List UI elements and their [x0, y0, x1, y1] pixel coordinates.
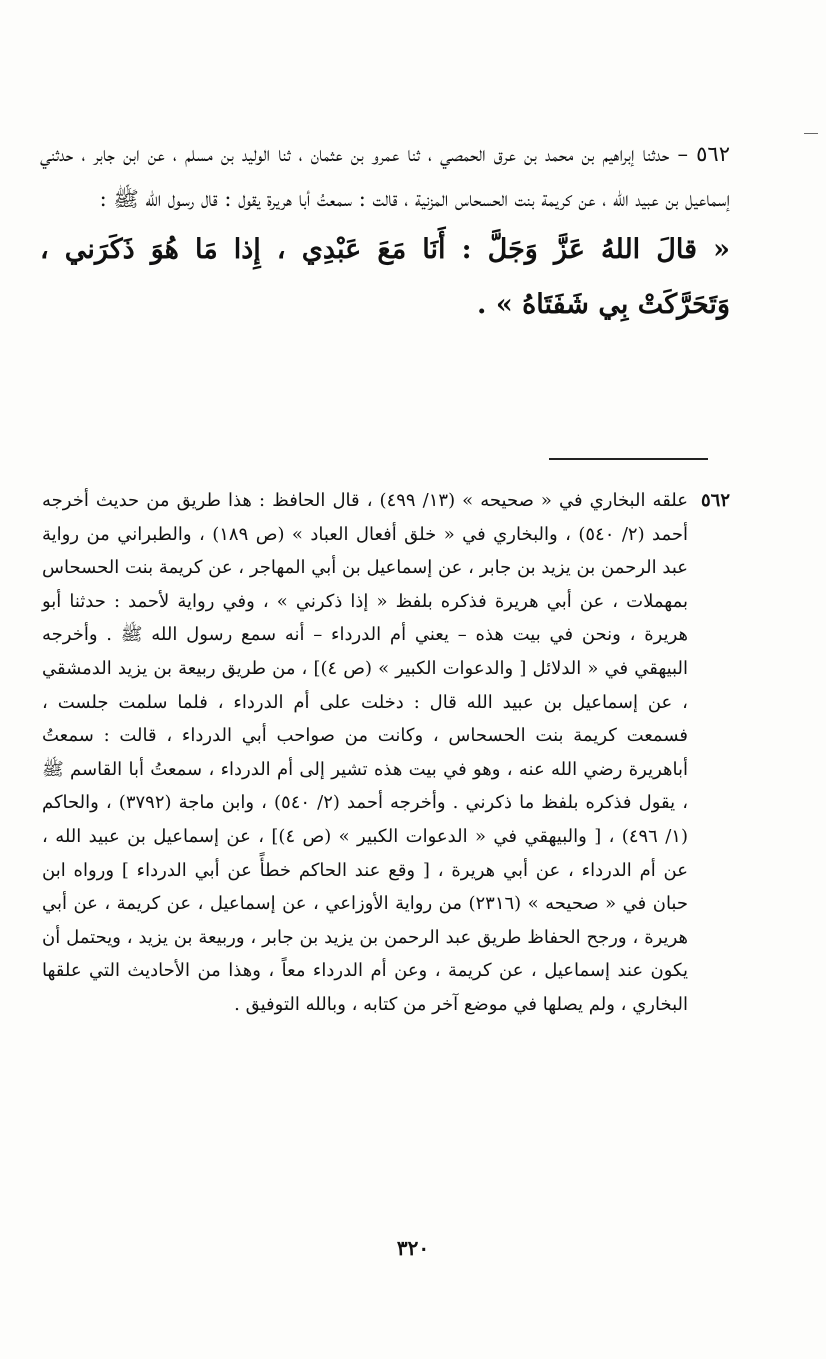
hadith-number: ٥٦٢ [696, 142, 730, 166]
hadith-isnad-paragraph [40, 132, 730, 222]
footnote-number: ٥٦٢ [700, 490, 730, 511]
margin-mark [804, 133, 818, 134]
page-number: ٣٢٠ [396, 1236, 430, 1260]
footnotes [42, 484, 730, 1022]
footnote-item [42, 484, 730, 1022]
footnote-text: علقه البخاري في « صحيحه » (١٣/ ٤٩٩) ، قال الحافظ : هذا طريق من حديث أخرجه أحمد (٢/ ٥٤٠) ، والبخاري في « خلق أفعال العباد » (ص ١٨٩) ، والطبراني من رواية عبد الرحمن بن يزيد بن جابر ، عن إسماعيل بن أبي المهاجر ، عن كريمة بنت الحسحاس بمهملات ، عن أبي هريرة فذكره بلفظ « إذا ذكرني » ، وفي رواية لأحمد : حدثنا أبو هريرة ، ونحن في بيت هذه – يعني أم الدرداء – أنه سمع رسول الله ﷺ . وأخرجه البيهقي في « الدلائل [ والدعوات الكبير » (ص ٤)] ، من طريق ربيعة بن يزيد الدمشقي ، عن إسماعيل بن عبيد الله قال : دخلت على أم الدرداء ، فلما سلمت جلست ، فسمعت كريمة بنت الحسحاس ، وكانت من صواحب أبي الدرداء ، قالت : سمعتُ أباهريرة رضي الله عنه ، وهو في بيت هذه تشير إلى أم الدرداء ، سمعتُ أبا القاسم ﷺ ، يقول فذكره بلفظ ما ذكرني . وأخرجه أحمد (٢/ ٥٤٠) ، وابن ماجة (٣٧٩٢) ، والحاكم (١/ ٤٩٦) ، [ والبيهقي في « الدعوات الكبير » (ص ٤)] ، عن إسماعيل بن عبيد الله ، عن أم الدرداء ، عن أبي هريرة ، [ وقع عند الحاكم خطأً عن أبي الدرداء ] ورواه ابن حبان في « صحيحه » (٢٣١٦) من رواية الأوزاعي ، عن إسماعيل ، عن كريمة ، عن أبي هريرة ، ورجح الحفاظ طريق عبد الرحمن بن يزيد بن جابر ، وربيعة بن يزيد ، ويحتمل أن يكون عند إسماعيل ، عن كريمة ، وعن أم الدرداء معاً ، وهذا من الأحاديث التي علقها البخاري ، ولم يصلها في موضع آخر من كتابه ، وبالله التوفيق . [42, 490, 688, 1015]
hadith-isnad: – حدثنا إبراهيم بن محمد بن عرق الحمصي ، ثنا عمرو بن عثمان ، ثنا الوليد بن مسلم ، عن ابن جابر ، حدثني إسماعيل بن عبيد الله ، عن كريمة بنت الحسحاس المزنية ، قالت : سمعتُ أبا هريرة يقول : قال رسول الله ﷺ : [40, 142, 730, 211]
footnote-separator [549, 458, 708, 460]
hadith-matn: « قالَ اللهُ عَزَّ وَجَلَّ : أَنَا مَعَ عَبْدِي ، إِذا مَا هُوَ ذَكَرَني ، وَتَحَرَّكَتْ بِي شَفَتَاهُ » . [40, 234, 730, 320]
hadith-body [40, 132, 730, 332]
